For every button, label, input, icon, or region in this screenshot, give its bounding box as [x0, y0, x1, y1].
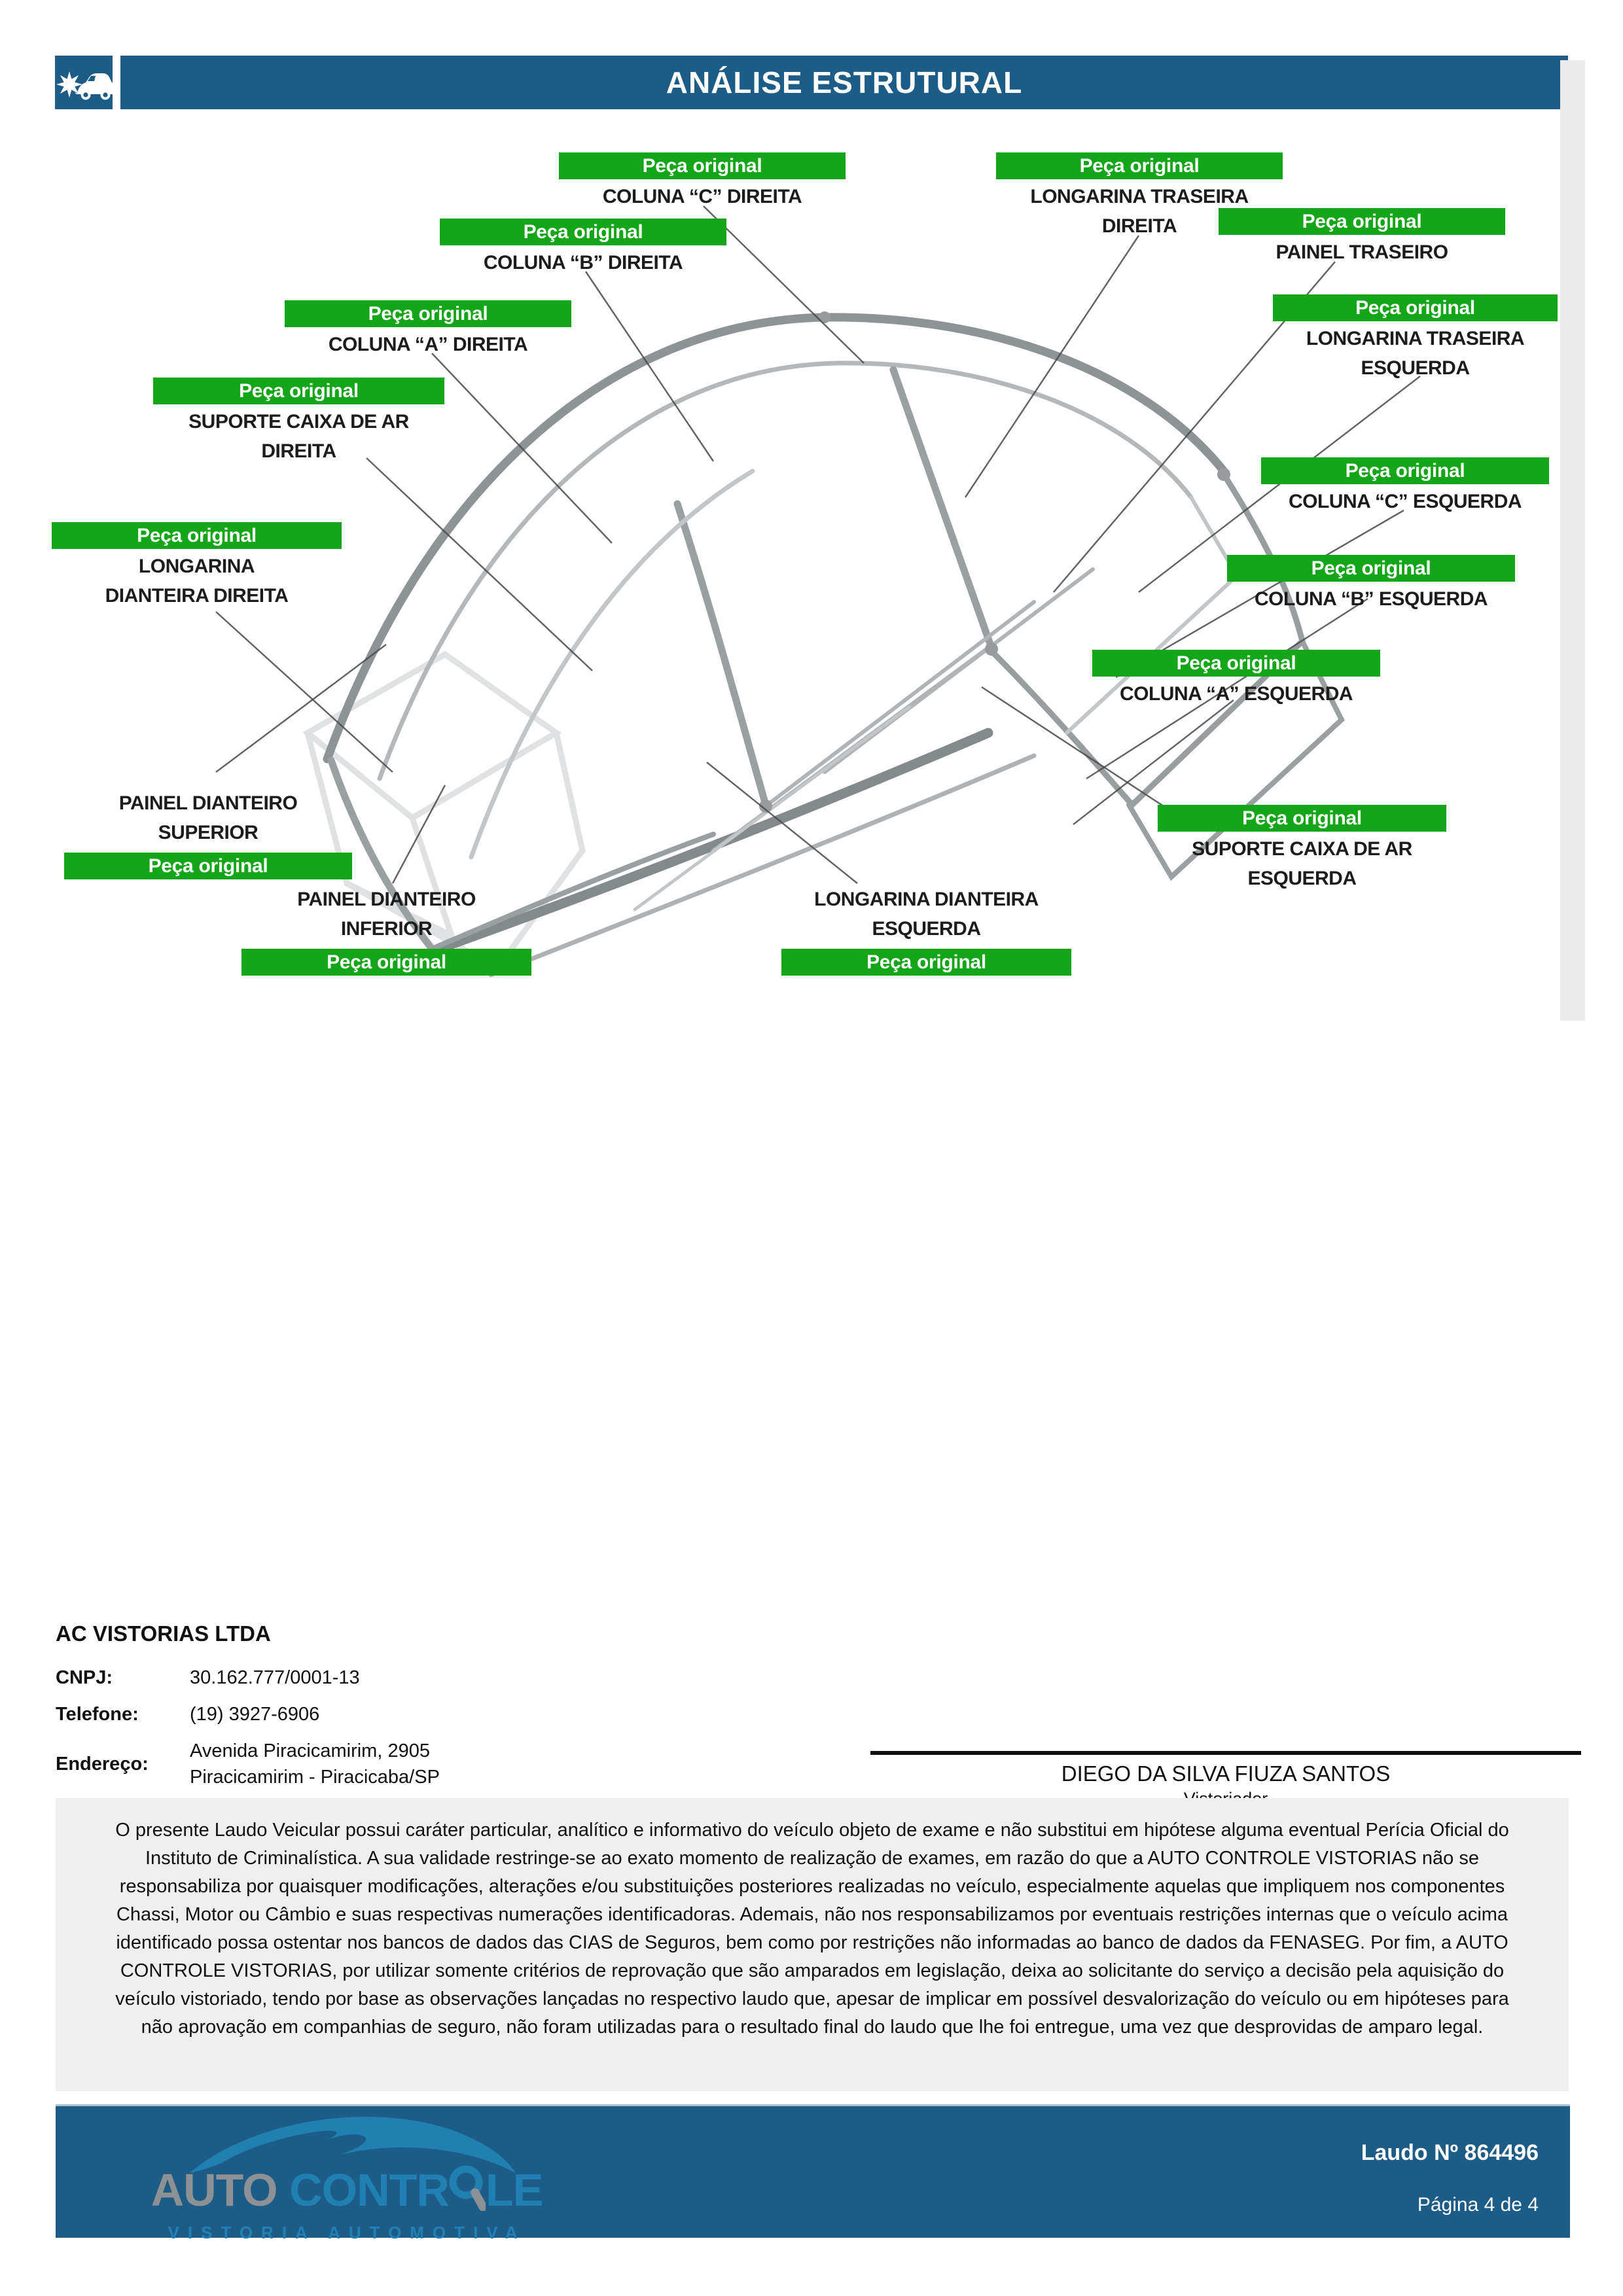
part-label-coluna-a-direita	[285, 300, 571, 359]
magnifier-icon	[449, 2163, 486, 2221]
part-name-line: DIREITA	[1101, 215, 1177, 237]
part-label-coluna-b-direita	[440, 219, 726, 277]
part-name-line: COLUNA “B” ESQUERDA	[1254, 588, 1488, 610]
original-part-badge: Peça original	[1227, 555, 1515, 582]
part-name	[1273, 324, 1558, 383]
legal-disclaimer-text: O presente Laudo Veicular possui caráter particular, analítico e informativo do veículo objeto de exame e não substitui em hipótese alguma eventual Perícia Oficial do Instituto de Criminalística. A sua validade restringe-se ao exato momento de realização de exames, em razão do que a AUTO CONTROLE VISTORIAS não se responsabiliza por quaisquer modificações, alterações e/ou substituições posteriores realizadas no veículo, especialmente aquelas que impliquem nos componentes Chassi, Motor ou Câmbio e suas respectivas numerações identificadoras. Ademais, não nos responsabilizamos por eventuais restrições internas que o veículo acima identificado possa ostentar nos bancos de dados das CIAS de Seguros, bem como por restrições não informadas ao banco de dados da FENASEG. Por fim, a AUTO CONTROLE VISTORIAS, por utilizar somente critérios de reprovação que são amparados em legislação, deixa ao solicitante do serviço a decisão pela aquisição do veículo vistoriado, tendo por base as observações lançadas no respectivo laudo que, apesar de implicar em possível desvalorização do veículo ou em hipóteses para não aprovação em companhias de seguro, não foram utilizadas para o resultado final do laudo que lhe foi entregue, uma vez que desprovidas de amparo legal.	[115, 1820, 1509, 2038]
part-label-suporte-caixa-de-ar-direita	[153, 378, 444, 466]
original-part-badge: Peça original	[440, 219, 726, 245]
original-part-badge: Peça original	[52, 522, 342, 549]
part-name-line: COLUNA “C” ESQUERDA	[1288, 491, 1522, 512]
logo-tagline: VISTORIA AUTOMOTIVA	[168, 2223, 526, 2242]
original-part-badge: Peça original	[559, 152, 846, 179]
inspector-name: DIEGO DA SILVA FIUZA SANTOS	[1061, 1761, 1391, 1786]
structural-analysis-diagram	[0, 111, 1623, 1053]
part-name-line: LONGARINA TRASEIRA	[1306, 328, 1525, 349]
part-label-longarina-dianteira-esquerda	[781, 885, 1071, 976]
part-name	[559, 182, 846, 211]
page-footer	[56, 2104, 1570, 2242]
part-name-line: ESQUERDA	[1247, 868, 1357, 889]
part-name-line: COLUNA “A” ESQUERDA	[1119, 683, 1353, 705]
part-name	[1261, 487, 1549, 516]
phone-label: Telefone:	[56, 1704, 139, 1725]
company-info	[56, 1621, 808, 1790]
part-name	[241, 885, 531, 944]
original-part-badge: Peça original	[285, 300, 571, 327]
company-name: AC VISTORIAS LTDA	[56, 1621, 271, 1646]
original-part-badge: Peça original	[64, 853, 352, 879]
part-name	[1219, 238, 1505, 267]
part-name-line: PAINEL TRASEIRO	[1275, 241, 1448, 263]
part-label-coluna-b-esquerda	[1227, 555, 1515, 614]
part-label-suporte-caixa-de-ar-esquerda	[1158, 805, 1446, 893]
original-part-badge: Peça original	[153, 378, 444, 404]
signature-line	[870, 1751, 1581, 1755]
part-label-painel-dianteiro-inferior	[241, 885, 531, 976]
part-name	[153, 407, 444, 466]
original-part-badge: Peça original	[1092, 650, 1380, 677]
part-name	[52, 552, 342, 610]
part-name-line: LONGARINA DIANTEIRA	[814, 889, 1039, 910]
part-name-line: PAINEL DIANTEIRO	[118, 792, 298, 814]
original-part-badge: Peça original	[1219, 208, 1505, 235]
legal-disclaimer-box	[56, 1798, 1569, 2091]
part-name	[440, 248, 726, 277]
part-label-longarina-traseira-esquerda	[1273, 294, 1558, 383]
part-label-coluna-c-esquerda	[1261, 457, 1549, 516]
part-name	[285, 330, 571, 359]
part-name-line: INFERIOR	[340, 918, 433, 940]
part-name	[1158, 834, 1446, 893]
logo-wordmark	[118, 2163, 576, 2221]
original-part-badge: Peça original	[1261, 457, 1549, 484]
part-name-line: COLUNA “A” DIREITA	[328, 334, 528, 355]
auto-controle-logo	[118, 2108, 576, 2243]
page-title: ANÁLISE ESTRUTURAL	[666, 65, 1023, 99]
part-name-line: SUPORTE CAIXA DE AR	[1192, 838, 1412, 860]
part-name-line: LONGARINA TRASEIRA	[1030, 186, 1249, 207]
part-name-line: PAINEL DIANTEIRO	[297, 889, 476, 910]
original-part-badge: Peça original	[1158, 805, 1446, 832]
address-line-2: Piracicamirim - Piracicaba/SP	[190, 1767, 440, 1788]
original-part-badge: Peça original	[781, 949, 1071, 976]
original-part-badge: Peça original	[1273, 294, 1558, 321]
part-name-line: ESQUERDA	[872, 918, 981, 940]
part-name-line: COLUNA “C” DIREITA	[602, 186, 802, 207]
original-part-badge: Peça original	[996, 152, 1283, 179]
part-label-coluna-c-direita	[559, 152, 846, 211]
address-label: Endereço:	[56, 1754, 149, 1775]
part-label-coluna-a-esquerda	[1092, 650, 1380, 709]
part-label-longarina-dianteira-direita	[52, 522, 342, 610]
report-number: Laudo Nº 864496	[1361, 2140, 1539, 2165]
part-name-line: DIANTEIRA DIREITA	[105, 585, 289, 607]
part-label-painel-dianteiro-superior	[64, 788, 352, 879]
part-name-line: DIREITA	[261, 440, 336, 462]
logo-word-auto: AUTO	[151, 2164, 277, 2216]
part-name-line: SUPERIOR	[158, 822, 259, 843]
cnpj-value: 30.162.777/0001-13	[190, 1667, 360, 1688]
logo-word-le: LE	[485, 2164, 543, 2216]
part-name-line: SUPORTE CAIXA DE AR	[188, 411, 409, 433]
part-name	[1227, 584, 1515, 614]
part-name	[781, 885, 1071, 944]
part-labels-layer	[0, 0, 1623, 1112]
logo-word-contr: CONTR	[289, 2164, 449, 2216]
original-part-badge: Peça original	[241, 949, 531, 976]
cnpj-label: CNPJ:	[56, 1667, 113, 1688]
address-line-1: Avenida Piracicamirim, 2905	[190, 1740, 430, 1761]
page-number: Página 4 de 4	[1417, 2194, 1539, 2216]
part-name-line: COLUNA “B” DIREITA	[483, 252, 683, 274]
part-name-line: LONGARINA	[138, 556, 255, 577]
part-name-line: ESQUERDA	[1361, 357, 1470, 379]
part-name	[64, 788, 352, 847]
part-label-painel-traseiro	[1219, 208, 1505, 267]
part-name	[1092, 679, 1380, 709]
address-value	[190, 1738, 808, 1790]
phone-value: (19) 3927-6906	[190, 1704, 320, 1725]
